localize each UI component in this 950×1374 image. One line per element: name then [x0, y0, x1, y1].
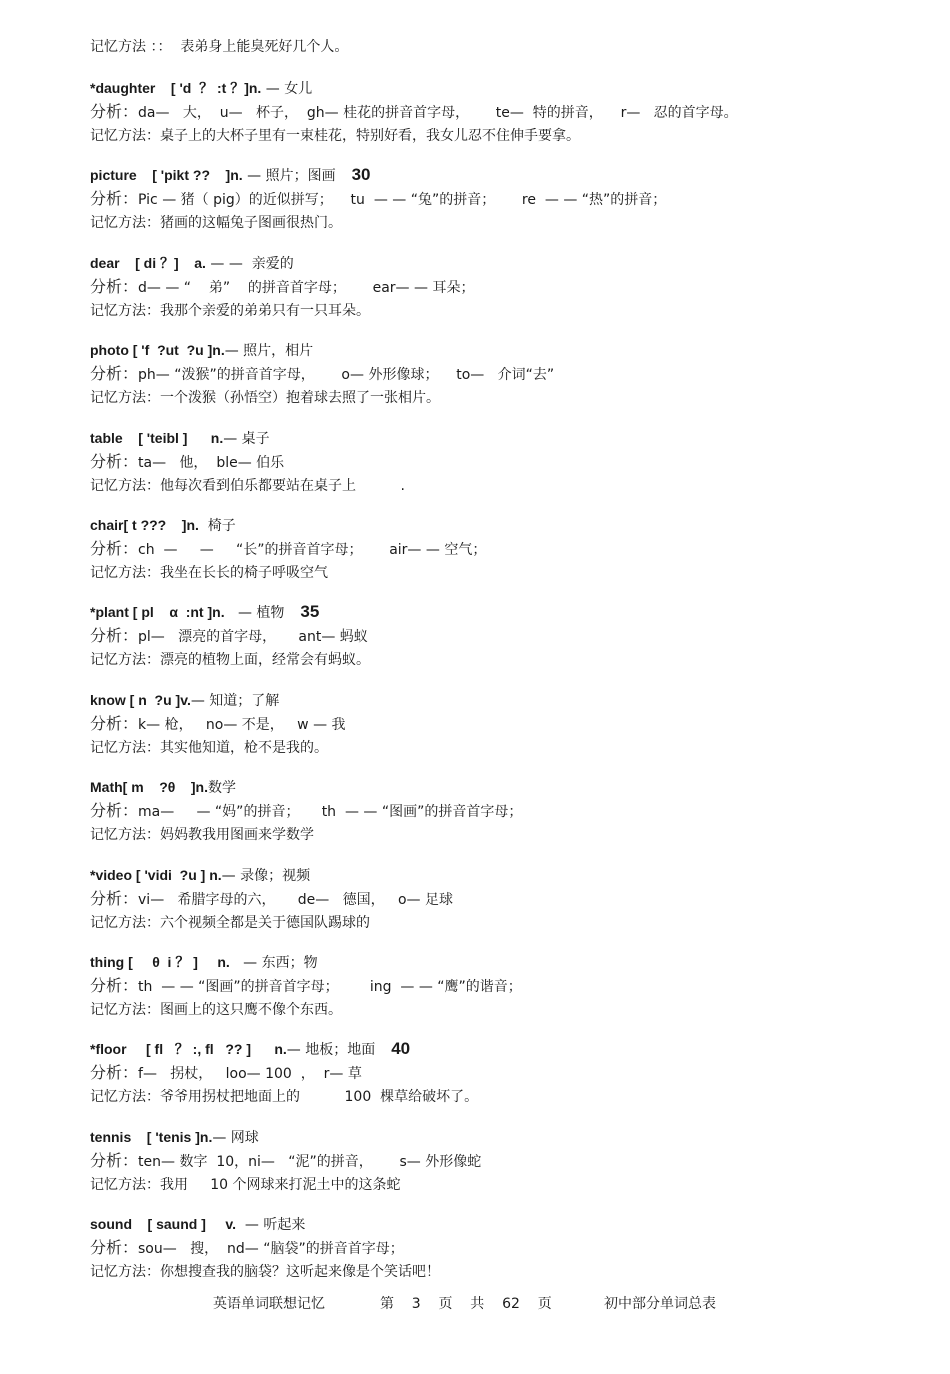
entry-analysis [90, 624, 910, 648]
entry-headline [90, 163, 910, 187]
entry-memory-method: 记忆方法：妈妈教我用图画来学数学 [90, 827, 314, 844]
entry-meaning: 椅子 [198, 517, 236, 534]
word-entry [90, 338, 910, 425]
analysis-label: 分析： [90, 364, 139, 384]
entry-analysis [90, 974, 910, 998]
entry-headline [90, 338, 910, 362]
analysis-label: 分析： [90, 189, 139, 209]
entry-meaning: 数学 [208, 780, 237, 797]
analysis-text: ta— 他， ble— 伯乐 [138, 454, 285, 471]
entry-word: Math[ m ?θ ]n. [90, 779, 209, 796]
entry-memory-method: 记忆方法：猪画的这幅兔子图画很热门。 [90, 215, 342, 232]
entry-memory-method: 记忆方法：一个泼猴（孙悟空）抱着球去照了一张相片。 [90, 390, 440, 407]
word-entry [90, 600, 910, 687]
entry-word: thing [ θ i ？ ] n. [90, 953, 230, 970]
entry-headline [90, 600, 910, 624]
entry-analysis [90, 1236, 910, 1260]
word-entry-list [90, 76, 910, 1299]
analysis-label: 分析： [90, 1063, 139, 1083]
entry-memory-method: 记忆方法：其实他知道，枪不是我的。 [90, 739, 328, 756]
word-entry [90, 1037, 910, 1124]
entry-meaning: — 植物 [224, 605, 285, 622]
analysis-label: 分析： [90, 713, 139, 733]
entry-meaning: — 东西；物 [229, 954, 318, 971]
analysis-text: d— — “ 弟” 的拼音首字母； ear— — 耳朵； [138, 279, 475, 296]
analysis-text: th — — “图画”的拼音首字母； ing — — “鹰”的谐音； [138, 978, 522, 995]
entry-memory-method: 记忆方法：我用 10 个网球来打泥土中的这条蛇 [90, 1176, 401, 1193]
entry-word: know [ n ?u ]v. [90, 691, 191, 708]
entry-word: photo [ 'f ?ut ?u ]n. [90, 342, 225, 359]
entry-meaning: — 照片，相片 [224, 343, 314, 360]
entry-analysis [90, 1061, 910, 1085]
entry-memory-method: 记忆方法：爷爷用拐杖把地面上的 100 棵草给破坏了。 [90, 1089, 479, 1106]
analysis-label: 分析： [90, 975, 139, 995]
entry-meaning: — 知道；了解 [190, 692, 280, 709]
entry-memory-method: 记忆方法：他每次看到伯乐都要站在桌子上 . [90, 477, 405, 494]
analysis-text: ph— “泼猴”的拼音首字母， o— 外形像球； to— 介词“去” [138, 367, 555, 384]
entry-headline [90, 1037, 910, 1061]
entry-analysis [90, 100, 910, 124]
entry-headline [90, 1125, 910, 1149]
entry-memory-method: 记忆方法：六个视频全都是关于德国队踢球的 [90, 914, 370, 931]
analysis-text: ma— — “妈”的拼音； th — — “图画”的拼音首字母； [138, 804, 523, 821]
entry-analysis [90, 1149, 910, 1173]
entry-word: *floor [ fl ？ :, fl ?? ] n. [90, 1041, 287, 1058]
analysis-label: 分析： [90, 538, 139, 558]
analysis-label: 分析： [90, 626, 139, 646]
analysis-label: 分析： [90, 451, 139, 471]
analysis-text: ten— 数字 10，ni— “泥”的拼音， s— 外形像蛇 [138, 1153, 482, 1170]
page-footer [0, 1294, 950, 1314]
entry-word: dear [ di ？] a. [90, 254, 206, 271]
analysis-label: 分析： [90, 276, 139, 296]
word-entry [90, 1125, 910, 1212]
word-entry [90, 426, 910, 513]
word-entry [90, 251, 910, 338]
entry-meaning: — 录像；视频 [221, 867, 311, 884]
entry-headline [90, 863, 910, 887]
entry-headline [90, 1212, 910, 1236]
entry-memory-method: 记忆方法：图画上的这只鹰不像个东西。 [90, 1001, 342, 1018]
footer-section-title: 初中部分单词总表 [604, 1296, 716, 1312]
entry-word: table [ 'teibl ] n. [90, 429, 224, 446]
word-entry [90, 775, 910, 862]
analysis-text: pl— 漂亮的首字母， ant— 蚂蚁 [138, 629, 368, 646]
entry-memory-method: 记忆方法：我坐在长长的椅子呼吸空气 [90, 564, 328, 581]
analysis-text: f— 拐杖， loo— 100 ， r— 草 [138, 1066, 362, 1083]
entry-headline [90, 76, 910, 100]
entry-meaning: — 地板；地面 [286, 1042, 376, 1059]
footer-page-number: 第 3 页 共 62 页 [380, 1296, 552, 1312]
entry-meaning: — 听起来 [235, 1217, 306, 1234]
entry-analysis [90, 450, 910, 474]
entry-headline [90, 688, 910, 712]
word-entry [90, 863, 910, 950]
entry-meaning: — 照片；图画 [242, 168, 336, 185]
entry-word: *daughter [ 'd ？ :t ？]n. [90, 80, 262, 96]
entry-word: *video [ 'vidi ?u ] n. [90, 866, 222, 883]
footer-book-title: 英语单词联想记忆 [213, 1296, 325, 1312]
entry-memory-method: 记忆方法：桌子上的大杯子里有一束桂花，特别好看，我女儿忍不住伸手要拿。 [90, 128, 580, 144]
entry-headline [90, 513, 910, 537]
entry-word: picture [ 'pikt ?? ]n. [90, 167, 243, 184]
entry-headline [90, 950, 910, 974]
entry-headline [90, 251, 910, 275]
intro-memory-line: 记忆方法 ：： 表弟身上能臭死好几个人。 [90, 39, 349, 55]
entry-word: chair[ t ??? ]n. [90, 516, 199, 533]
entry-word: tennis [ 'tenis ]n. [90, 1128, 213, 1145]
entry-headline [90, 775, 910, 799]
entry-analysis [90, 537, 910, 561]
entry-analysis [90, 362, 910, 386]
entry-word: sound [ saund ] v. [90, 1216, 236, 1233]
entry-analysis [90, 799, 910, 823]
entry-count-number: 30 [351, 165, 371, 185]
analysis-text: sou— 搜， nd— “脑袋”的拼音首字母； [138, 1241, 404, 1258]
entry-meaning: — 女儿 [261, 81, 313, 97]
entry-count-number: 40 [391, 1039, 411, 1059]
word-entry [90, 688, 910, 775]
analysis-label: 分析： [90, 1238, 139, 1258]
analysis-text: Pic — 猪（ pig）的近似拼写； tu — — “兔”的拼音； re — — “热”的拼音； [138, 192, 667, 209]
analysis-label: 分析： [90, 801, 139, 821]
analysis-label: 分析： [90, 1150, 139, 1170]
analysis-text: k— 枪， no— 不是， w — 我 [138, 716, 346, 733]
analysis-label: 分析： [90, 888, 139, 908]
word-entry [90, 163, 910, 250]
entry-analysis [90, 187, 910, 211]
entry-word: *plant [ pl α :nt ]n. [90, 604, 225, 621]
entry-meaning: — 网球 [212, 1129, 259, 1146]
analysis-text: vi— 希腊字母的六， de— 德国， o— 足球 [138, 891, 454, 908]
entry-headline [90, 426, 910, 450]
word-entry [90, 950, 910, 1037]
entry-memory-method: 记忆方法：我那个亲爱的弟弟只有一只耳朵。 [90, 302, 370, 319]
word-entry [90, 76, 910, 163]
entry-meaning: — — 亲爱的 [205, 255, 294, 272]
entry-memory-method: 记忆方法：你想搜查我的脑袋？这听起来像是个笑话吧！ [90, 1264, 440, 1281]
entry-analysis [90, 887, 910, 911]
word-entry [90, 513, 910, 600]
entry-count-number: 35 [300, 602, 320, 622]
entry-meaning: — 桌子 [223, 430, 270, 447]
entry-analysis [90, 712, 910, 736]
analysis-text: ch — — “长”的拼音首字母； air— — 空气； [138, 541, 487, 558]
analysis-text: da— 大， u— 杯子， gh— 桂花的拼音首字母， te— 特的拼音， r— 忍的首字母。 [138, 105, 738, 121]
entry-analysis [90, 275, 910, 299]
entry-memory-method: 记忆方法：漂亮的植物上面，经常会有蚂蚁。 [90, 652, 370, 669]
word-entry [90, 1212, 910, 1299]
analysis-label: 分析： [90, 102, 139, 121]
